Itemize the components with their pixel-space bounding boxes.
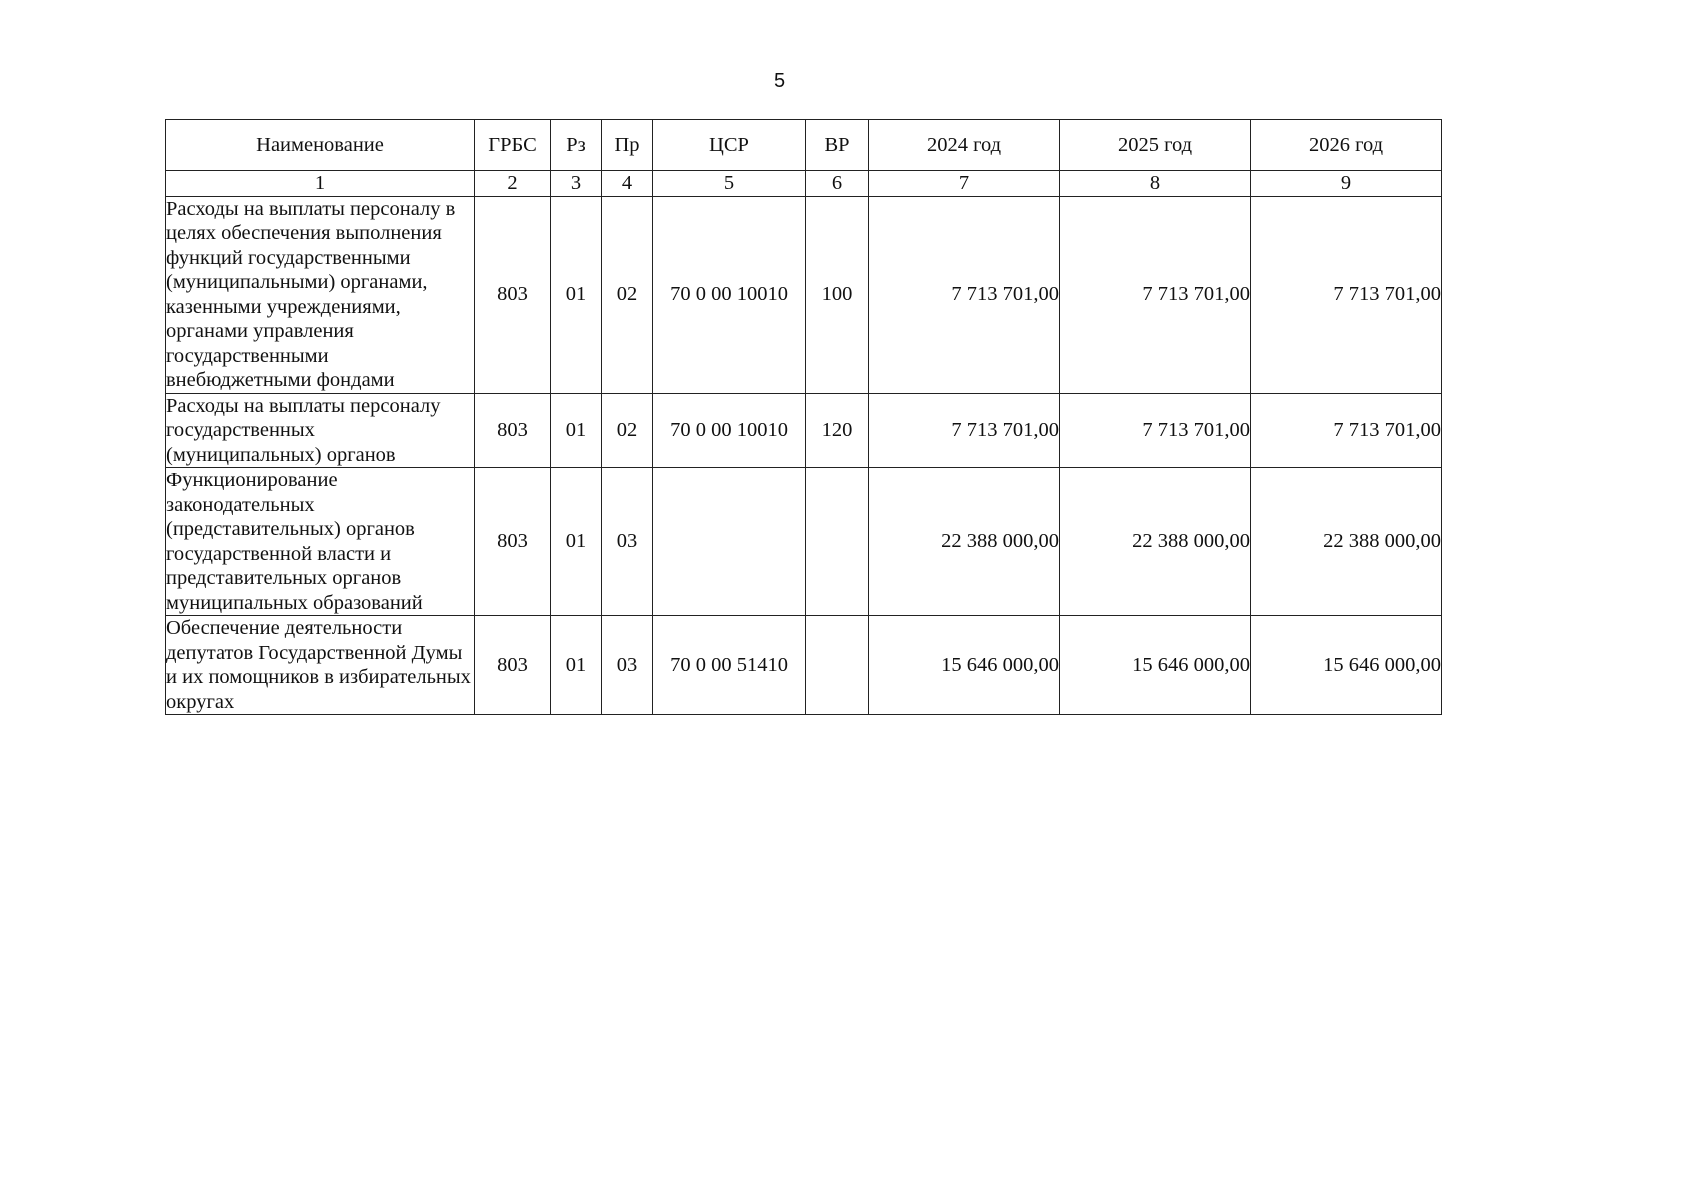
cell-vr: 120 [806, 393, 869, 468]
cell-grbs: 803 [475, 468, 551, 616]
cell-pr: 02 [602, 196, 653, 393]
cell-vr [806, 616, 869, 715]
column-number: 4 [602, 171, 653, 197]
budget-table [165, 119, 1442, 715]
cell-2024: 7 713 701,00 [869, 196, 1060, 393]
cell-pr: 03 [602, 468, 653, 616]
cell-csr: 70 0 00 51410 [653, 616, 806, 715]
header-vr: ВР [806, 120, 869, 171]
header-2024: 2024 год [869, 120, 1060, 171]
cell-2025: 15 646 000,00 [1060, 616, 1251, 715]
column-number: 6 [806, 171, 869, 197]
cell-2025: 7 713 701,00 [1060, 393, 1251, 468]
cell-vr [806, 468, 869, 616]
header-pr: Пр [602, 120, 653, 171]
column-number: 2 [475, 171, 551, 197]
column-number-row [166, 171, 1442, 197]
cell-2024: 15 646 000,00 [869, 616, 1060, 715]
header-rz: Рз [551, 120, 602, 171]
cell-2024: 7 713 701,00 [869, 393, 1060, 468]
cell-2026: 15 646 000,00 [1251, 616, 1442, 715]
row-name: Функционирование законодательных (представительных) органов государственной власти и представительных органов муниципальных образований [166, 468, 475, 616]
cell-2026: 7 713 701,00 [1251, 196, 1442, 393]
cell-pr: 02 [602, 393, 653, 468]
cell-2025: 7 713 701,00 [1060, 196, 1251, 393]
cell-pr: 03 [602, 616, 653, 715]
cell-rz: 01 [551, 616, 602, 715]
header-name: Наименование [166, 120, 475, 171]
cell-rz: 01 [551, 393, 602, 468]
column-number: 7 [869, 171, 1060, 197]
cell-csr: 70 0 00 10010 [653, 393, 806, 468]
header-2026: 2026 год [1251, 120, 1442, 171]
row-name: Обеспечение деятельности депутатов Государственной Думы и их помощников в избирательных округах [166, 616, 475, 715]
cell-grbs: 803 [475, 196, 551, 393]
cell-grbs: 803 [475, 393, 551, 468]
row-name: Расходы на выплаты персоналу государственных (муниципальных) органов [166, 393, 475, 468]
cell-vr: 100 [806, 196, 869, 393]
table-row [166, 468, 1442, 616]
column-number: 5 [653, 171, 806, 197]
column-number: 9 [1251, 171, 1442, 197]
cell-2024: 22 388 000,00 [869, 468, 1060, 616]
header-grbs: ГРБС [475, 120, 551, 171]
column-number: 3 [551, 171, 602, 197]
row-name: Расходы на выплаты персоналу в целях обеспечения выполнения функций государственными (муниципальными) органами, казенными учреждениями, органами управления государственными внебюджетными фондами [166, 196, 475, 393]
page-number: 5 [773, 70, 786, 92]
column-number: 1 [166, 171, 475, 197]
cell-rz: 01 [551, 196, 602, 393]
header-csr: ЦСР [653, 120, 806, 171]
cell-rz: 01 [551, 468, 602, 616]
cell-2026: 7 713 701,00 [1251, 393, 1442, 468]
table-row [166, 616, 1442, 715]
header-2025: 2025 год [1060, 120, 1251, 171]
cell-csr: 70 0 00 10010 [653, 196, 806, 393]
header-row [166, 120, 1442, 171]
table-row [166, 196, 1442, 393]
table-row [166, 393, 1442, 468]
cell-2026: 22 388 000,00 [1251, 468, 1442, 616]
cell-2025: 22 388 000,00 [1060, 468, 1251, 616]
column-number: 8 [1060, 171, 1251, 197]
cell-grbs: 803 [475, 616, 551, 715]
cell-csr [653, 468, 806, 616]
